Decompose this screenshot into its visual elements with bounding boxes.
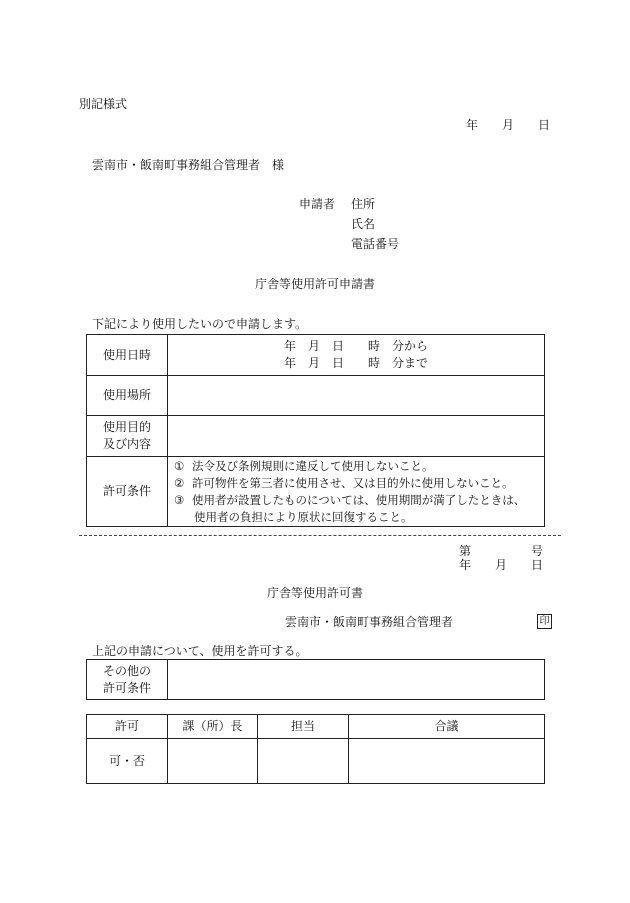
place-cell[interactable] — [168, 376, 545, 416]
purpose-cell[interactable] — [168, 416, 545, 457]
seal-mark: 印 — [537, 614, 552, 629]
approval-header: 課（所）長 — [168, 715, 258, 739]
section-chief-stamp-cell[interactable] — [168, 739, 258, 784]
other-conditions-label — [87, 660, 168, 700]
applicant-role: 申請者 — [299, 197, 336, 211]
permit-title: 庁舎等使用許可書 — [266, 586, 363, 600]
staff-stamp-cell[interactable] — [258, 739, 349, 784]
approval-header: 許可 — [87, 715, 168, 739]
purpose-label-line-1: 使用目的 — [102, 420, 151, 434]
consultation-stamp-cell[interactable] — [349, 739, 545, 784]
place-label: 使用場所 — [87, 376, 168, 416]
purpose-label-line-2: 及び内容 — [102, 437, 151, 451]
permit-number-line: 第 号 — [459, 544, 544, 558]
permit-issuer: 雲南市・飯南町事務組合管理者 — [285, 615, 454, 629]
approval-header: 担当 — [258, 715, 349, 739]
purpose-label — [87, 416, 168, 457]
applicant-address-label: 住所 — [351, 197, 376, 211]
applicant-phone-label: 電話番号 — [351, 237, 400, 251]
date-line: 年 月 日 — [465, 118, 550, 132]
addressee: 雲南市・飯南町事務組合管理者 様 — [92, 158, 285, 172]
conditions-label: 許可条件 — [87, 457, 168, 527]
approval-header: 合議 — [349, 715, 545, 739]
other-conditions-cell[interactable] — [168, 660, 545, 700]
applicant-name-label: 氏名 — [351, 217, 376, 231]
other-label-line-1: その他の — [102, 663, 151, 678]
permit-statement: 上記の申請について、使用を許可する。 — [92, 644, 308, 658]
other-conditions-table — [86, 659, 545, 700]
condition-item: ① 法令及び条例規則に違反して使用しないこと。 — [174, 459, 434, 473]
application-title: 庁舎等使用許可申請書 — [254, 277, 375, 291]
condition-item: ③ 使用者が設置したものについては、使用期間が満了したときは、 — [174, 493, 526, 507]
datetime-cell[interactable] — [168, 335, 545, 376]
application-table — [86, 334, 545, 527]
condition-item-continuation: 使用者の負担により原状に回復すること。 — [194, 510, 413, 524]
form-label: 別記様式 — [79, 97, 128, 111]
datetime-label: 使用日時 — [87, 335, 168, 376]
conditions-cell — [168, 457, 545, 527]
cut-line — [79, 535, 561, 536]
datetime-from: 年 月 日 時 分から — [283, 339, 428, 353]
other-label-line-2: 許可条件 — [102, 680, 151, 695]
datetime-to: 年 月 日 時 分まで — [283, 356, 428, 370]
approval-table — [86, 714, 545, 784]
application-intro: 下記により使用したいので申請します。 — [92, 317, 308, 331]
condition-item: ② 許可物件を第三者に使用させ、又は目的外に使用しないこと。 — [174, 476, 514, 490]
approval-result[interactable]: 可・否 — [87, 739, 168, 784]
permit-date-line: 年 月 日 — [459, 558, 544, 572]
